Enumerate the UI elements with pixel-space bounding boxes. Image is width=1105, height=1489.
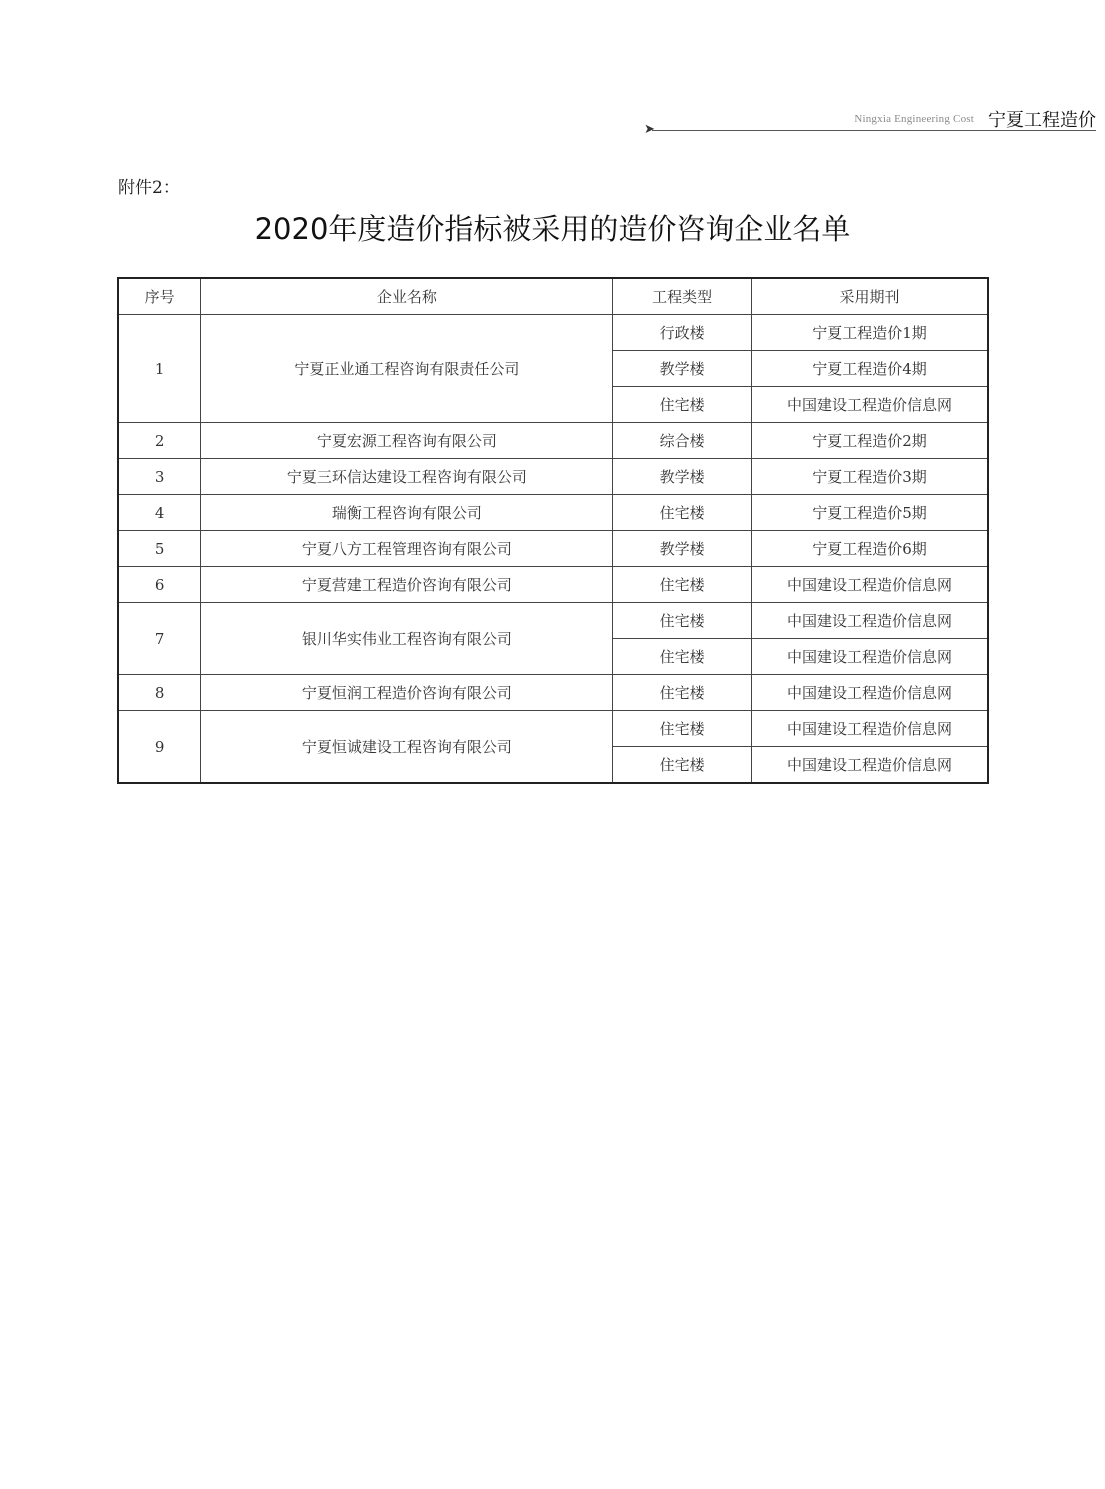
cell-publication: 宁夏工程造价3期 [752,459,988,495]
cell-publication: 中国建设工程造价信息网 [752,603,988,639]
cell-publication: 中国建设工程造价信息网 [752,567,988,603]
cell-seq: 8 [118,675,201,711]
column-header-type: 工程类型 [613,278,752,315]
cell-type: 住宅楼 [613,711,752,747]
cell-company: 宁夏正业通工程咨询有限责任公司 [201,315,613,423]
cell-type: 住宅楼 [613,495,752,531]
table-row [118,459,988,495]
table-row [118,495,988,531]
company-table [117,277,989,784]
cell-type: 住宅楼 [613,387,752,423]
cell-type: 住宅楼 [613,603,752,639]
cell-type: 行政楼 [613,315,752,351]
cell-publication: 中国建设工程造价信息网 [752,711,988,747]
cell-publication: 宁夏工程造价1期 [752,315,988,351]
column-header-seq: 序号 [118,278,201,315]
cell-company: 银川华实伟业工程咨询有限公司 [201,603,613,675]
header-english-title: Ningxia Engineering Cost [854,113,974,125]
attachment-label: 附件2： [118,178,180,198]
cell-company: 宁夏营建工程造价咨询有限公司 [201,567,613,603]
cell-type: 住宅楼 [613,675,752,711]
table-row [118,567,988,603]
cell-seq: 4 [118,495,201,531]
arrow-left-icon: ➤ [644,122,655,137]
cell-seq: 7 [118,603,201,675]
cell-type: 教学楼 [613,351,752,387]
cell-publication: 宁夏工程造价2期 [752,423,988,459]
cell-company: 宁夏三环信达建设工程咨询有限公司 [201,459,613,495]
cell-publication: 中国建设工程造价信息网 [752,387,988,423]
table-row [118,711,988,747]
table-header-row [118,278,988,315]
table-row [118,315,988,351]
cell-seq: 2 [118,423,201,459]
cell-publication: 宁夏工程造价6期 [752,531,988,567]
header-chinese-title: 宁夏工程造价 [988,110,1096,131]
cell-company: 宁夏恒诚建设工程咨询有限公司 [201,711,613,784]
table-row [118,675,988,711]
column-header-publication: 采用期刊 [752,278,988,315]
cell-publication: 宁夏工程造价4期 [752,351,988,387]
column-header-company: 企业名称 [201,278,613,315]
cell-type: 教学楼 [613,531,752,567]
cell-publication: 中国建设工程造价信息网 [752,747,988,784]
cell-seq: 1 [118,315,201,423]
cell-company: 宁夏宏源工程咨询有限公司 [201,423,613,459]
table-row [118,531,988,567]
running-header [640,104,1096,137]
cell-company: 宁夏八方工程管理咨询有限公司 [201,531,613,567]
cell-publication: 中国建设工程造价信息网 [752,675,988,711]
page-title: 2020年度造价指标被采用的造价咨询企业名单 [254,212,851,246]
cell-seq: 6 [118,567,201,603]
cell-publication: 中国建设工程造价信息网 [752,639,988,675]
cell-type: 教学楼 [613,459,752,495]
cell-seq: 5 [118,531,201,567]
table-body [118,315,988,784]
cell-publication: 宁夏工程造价5期 [752,495,988,531]
cell-company: 宁夏恒润工程造价咨询有限公司 [201,675,613,711]
table-row [118,423,988,459]
cell-seq: 3 [118,459,201,495]
cell-company: 瑞衡工程咨询有限公司 [201,495,613,531]
cell-type: 住宅楼 [613,639,752,675]
cell-type: 住宅楼 [613,747,752,784]
cell-seq: 9 [118,711,201,784]
table-row [118,603,988,639]
cell-type: 综合楼 [613,423,752,459]
cell-type: 住宅楼 [613,567,752,603]
